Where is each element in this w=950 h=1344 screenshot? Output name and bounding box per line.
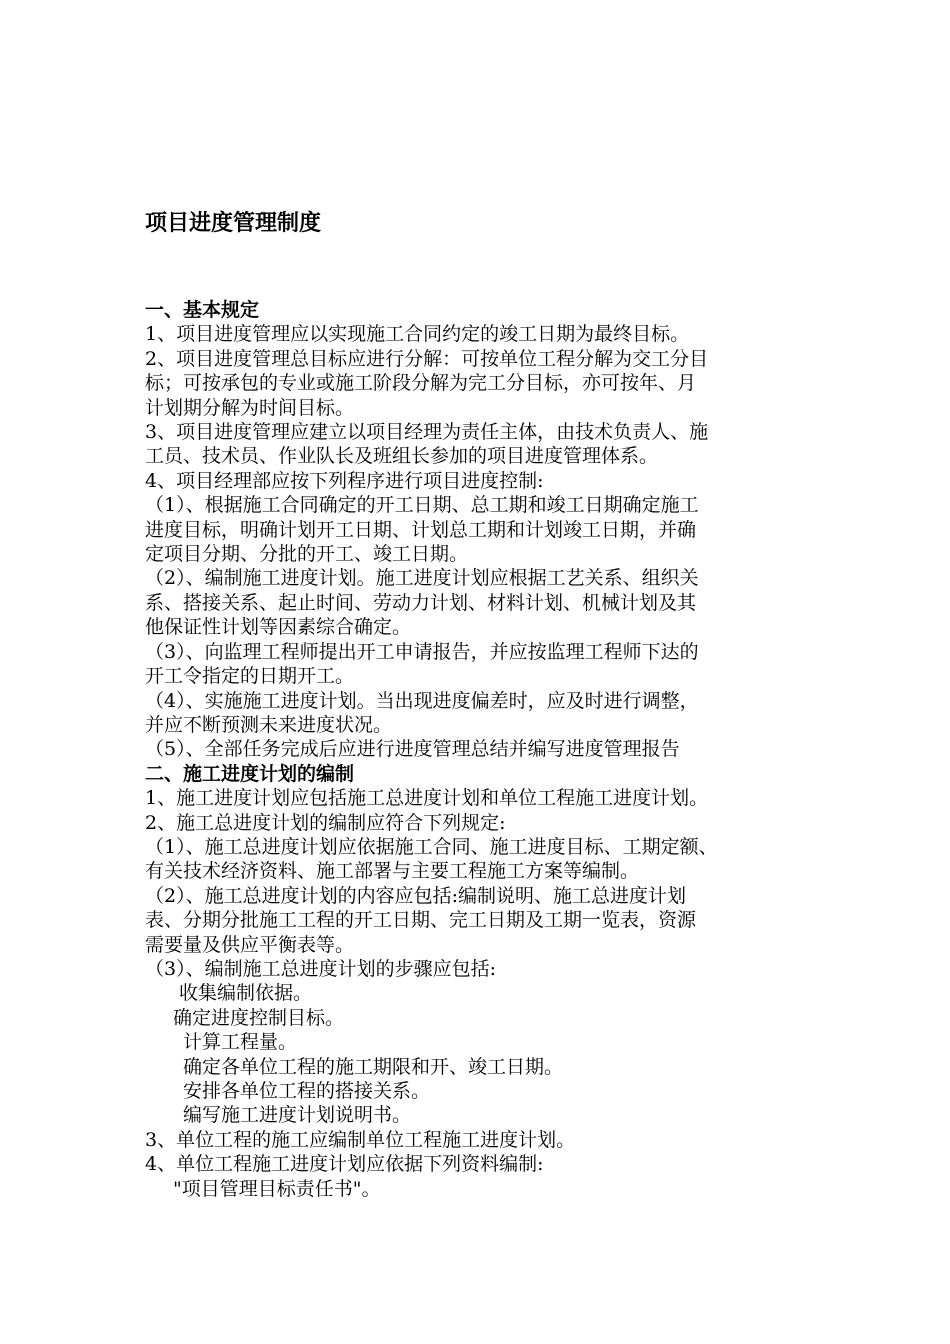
- text-line: 2、施工总进度计划的编制应符合下列规定:: [145, 811, 506, 834]
- text-line: 4、项目经理部应按下列程序进行项目进度控制:: [145, 469, 544, 492]
- text-line: 3、项目进度管理应建立以项目经理为责任主体，由技术负责人、施: [145, 421, 709, 444]
- text-line: 开工令指定的日期开工。: [145, 665, 355, 688]
- text-line: 编写施工进度计划说明书。: [183, 1104, 412, 1127]
- text-line: 有关技术经济资料、施工部署与主要工程施工方案等编制。: [145, 860, 640, 883]
- text-line: 表、分期分批施工工程的开工日期、完工日期及工期一览表，资源: [145, 909, 697, 932]
- text-line: （2）、编制施工进度计划。施工进度计划应根据工艺关系、组织关: [145, 567, 699, 590]
- text-line: 安排各单位工程的搭接关系。: [183, 1080, 431, 1102]
- text-line: 确定进度控制目标。: [173, 1006, 345, 1029]
- text-line: 定项目分期、分批的开工、竣工日期。: [145, 543, 469, 566]
- text-line: 标；可按承包的专业或施工阶段分解为完工分目标，亦可按年、月: [145, 372, 697, 395]
- section-heading: 二、施工进度计划的编制: [145, 762, 355, 785]
- text-line: 进度目标，明确计划开工日期、计划总工期和计划竣工日期，并确: [145, 518, 697, 541]
- text-line: 3、单位工程的施工应编制单位工程施工进度计划。: [145, 1128, 576, 1151]
- document-title: 项目进度管理制度: [145, 211, 322, 236]
- text-line: 系、搭接关系、起止时间、劳动力计划、材料计划、机械计划及其: [145, 591, 697, 614]
- text-line: 4、单位工程施工进度计划应依据下列资料编制:: [145, 1153, 544, 1176]
- text-line: 计划期分解为时间目标。: [145, 396, 355, 419]
- text-line: （3）、编制施工总进度计划的步骤应包括:: [145, 957, 496, 980]
- text-line: 2、项目进度管理总目标应进行分解：可按单位工程分解为交工分目: [145, 347, 709, 370]
- text-line: 工员、技术员、作业队长及班组长参加的项目进度管理体系。: [145, 445, 659, 468]
- text-line: 确定各单位工程的施工期限和开、竣工日期。: [183, 1055, 564, 1078]
- section-heading: 一、基本规定: [145, 299, 260, 321]
- text-line: （2）、施工总进度计划的内容应包括:编制说明、施工总进度计划: [145, 884, 686, 907]
- text-line: （1）、施工总进度计划应依据施工合同、施工进度目标、工期定额、: [145, 835, 718, 858]
- text-line: 需要量及供应平衡表等。: [145, 933, 355, 956]
- text-line: （3）、向监理工程师提出开工申请报告，并应按监理工程师下达的: [145, 640, 699, 663]
- text-line: 1、项目进度管理应以实现施工合同约定的竣工日期为最终目标。: [145, 323, 690, 346]
- text-line: （5）、全部任务完成后应进行进度管理总结并编写进度管理报告: [145, 738, 680, 761]
- text-line: 收集编制依据。: [179, 982, 313, 1005]
- text-line: 他保证性计划等因素综合确定。: [145, 616, 412, 639]
- text-line: "项目管理目标责任书"。: [173, 1177, 381, 1200]
- text-line: 1、施工进度计划应包括施工总进度计划和单位工程施工进度计划。: [145, 787, 709, 810]
- text-line: （4）、实施施工进度计划。当出现进度偏差时，应及时进行调整，: [145, 689, 699, 712]
- text-line: 并应不断预测未来进度状况。: [145, 713, 393, 736]
- text-line: 计算工程量。: [183, 1031, 298, 1054]
- text-line: （1）、根据施工合同确定的开工日期、总工期和竣工日期确定施工: [145, 494, 699, 517]
- document-body: [145, 298, 835, 1201]
